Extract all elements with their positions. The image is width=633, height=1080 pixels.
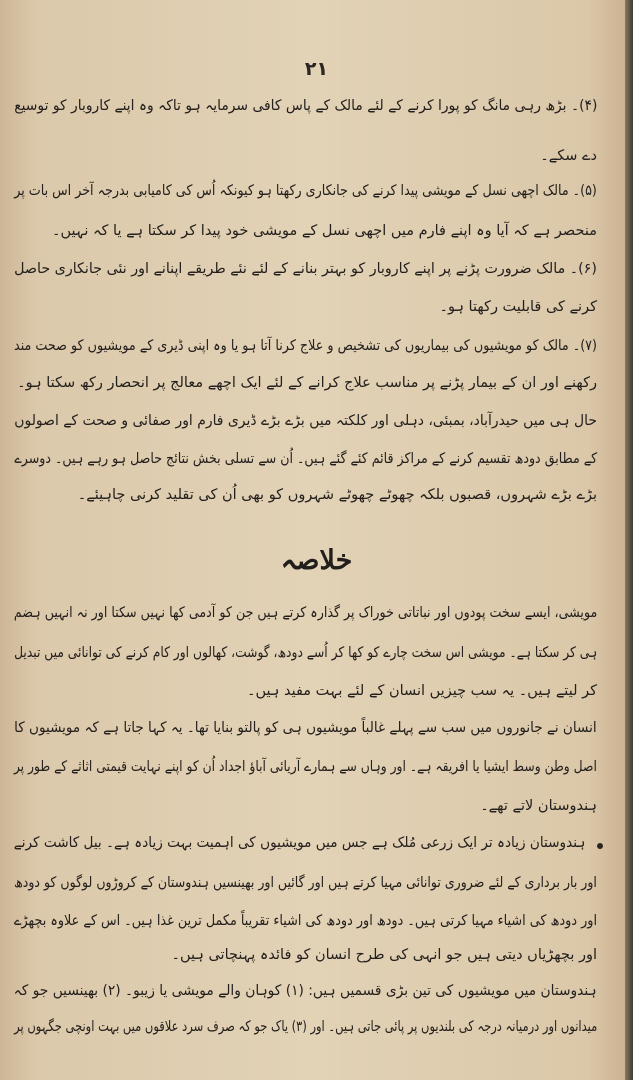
text-line: ہندوستان لاتے تھے۔ — [480, 798, 597, 814]
text-line: اور بار برداری کے لئے ضروری توانائی مہیا کرتے ہیں اور گائیں اور بھینسیں ہندوستان کے کروڑوں لوگوں کو دودھ — [14, 875, 597, 891]
section-heading: خلاصہ — [280, 545, 353, 576]
text-line: بڑے بڑے شہروں، قصبوں بلکہ چھوٹے چھوٹے شہروں کو بھی اُن کی تقلید کرنی چاہیئے۔ — [77, 487, 597, 503]
text-line: (۴)۔ بڑھ رہی مانگ کو پورا کرنے کے لئے مالک کے پاس کافی سرمایہ ہو تاکہ وہ اپنے کاروبار کو توسیع — [13, 98, 597, 114]
text-line: ہندوستان زیادہ تر ایک زرعی مُلک ہے جس میں مویشیوں کی اہمیت بہت زیادہ ہے۔ بیل کاشت کرنے — [13, 835, 585, 851]
text-line: کر لیتے ہیں۔ یہ سب چیزیں انسان کے لئے بہت مفید ہیں۔ — [246, 683, 597, 699]
text-line: میدانوں اور درمیانہ درجہ کی بلندیوں پر پائی جاتی ہیں۔ اور (۳) یاک جو کہ صرف سرد علاقوں میں بہت اونچی جگہوں پر — [13, 1019, 597, 1035]
text-line: ہی کر سکتا ہے۔ مویشی اس سخت چارے کو کھا کر اُسے دودھ، گوشت، کھالوں اور کام کرنے کی توانائی میں تبدیل — [13, 645, 597, 661]
text-line: منحصر ہے کہ آیا وہ اپنے فارم میں اچھی نسل کے مویشی خود پیدا کر سکتا ہے یا کہ نہیں۔ — [52, 223, 597, 239]
text-line: کے مطابق دودھ تقسیم کرنے کے مراکز قائم کئے گئے ہیں۔ اُن سے تسلی بخش نتائج حاصل ہو رہے ہیں۔ دوسرے — [14, 451, 597, 467]
text-line: کرنے کی قابلیت رکھتا ہو۔ — [439, 299, 597, 315]
text-line: مویشی، ایسے سخت پودوں اور نباتاتی خوراک پر گذارہ کرتے ہیں جن کو آدمی کھا نہیں سکتا اور نہ انہیں ہضم — [13, 605, 597, 621]
text-line: اور بچھڑیاں دیتی ہیں جو انہی کی طرح انسان کو فائدہ پہنچاتی ہیں۔ — [171, 947, 597, 963]
text-line: (۷)۔ مالک کو مویشیوں کی بیماریوں کی تشخیص و علاج کرنا آتا ہو یا وہ اپنی ڈیری کے مویشیوں کو صحت مند — [14, 338, 597, 354]
page-number: ۲۱ — [304, 58, 329, 80]
page-edge-shadow — [625, 0, 633, 1080]
text-line: (۶)۔ مالک ضرورت پڑنے پر اپنے کاروبار کو بہتر بنانے کے لئے نئے طریقے اپنانے اور نئی جانکاری حاصل — [14, 261, 597, 277]
text-line: اور دودھ کی اشیاء مہیا کرتی ہیں۔ دودھ اور دودھ کی اشیاء تقریباً مکمل ترین غذا ہیں۔ اس کے علاوہ بچھڑے — [13, 913, 597, 929]
text-line: رکھنے اور ان کے بیمار پڑنے پر مناسب علاج کرانے کے لئے ایک اچھے معالج پر انحصار رکھ سکتا ہو۔ — [17, 375, 597, 391]
text-line: دے سکے۔ — [540, 148, 597, 164]
text-line: حال ہی میں حیدرآباد، بمبئی، دہلی اور کلکتہ میں بڑے بڑے ڈیری فارم اور صفائی و صحت کے اصولوں — [14, 413, 597, 429]
text-line: انسان نے جانوروں میں سب سے پہلے غالباً مویشیوں ہی کو پالتو بنایا تھا۔ یہ کہا جاتا ہے کہ مویشیوں کا — [14, 720, 597, 736]
bullet-dot — [597, 843, 603, 849]
text-line: (۵)۔ مالک اچھی نسل کے مویشی پیدا کرنے کی جانکاری رکھتا ہو کیونکہ اُس کی کامیابی بدرجہ آخر اس بات پر — [14, 183, 597, 199]
text-line: ہندوستان میں مویشیوں کی تین بڑی قسمیں ہیں: (۱) کوہان والے مویشی یا زیبو۔ (۲) بھینسیں جو کہ — [14, 983, 597, 999]
text-line: اصل وطن وسط ایشیا یا افریقہ ہے۔ اور وہاں سے ہمارے آریائی آباؤ اجداد اُن کو اپنے نہایت قیمتی اثاثے کے طور پر — [14, 759, 597, 775]
